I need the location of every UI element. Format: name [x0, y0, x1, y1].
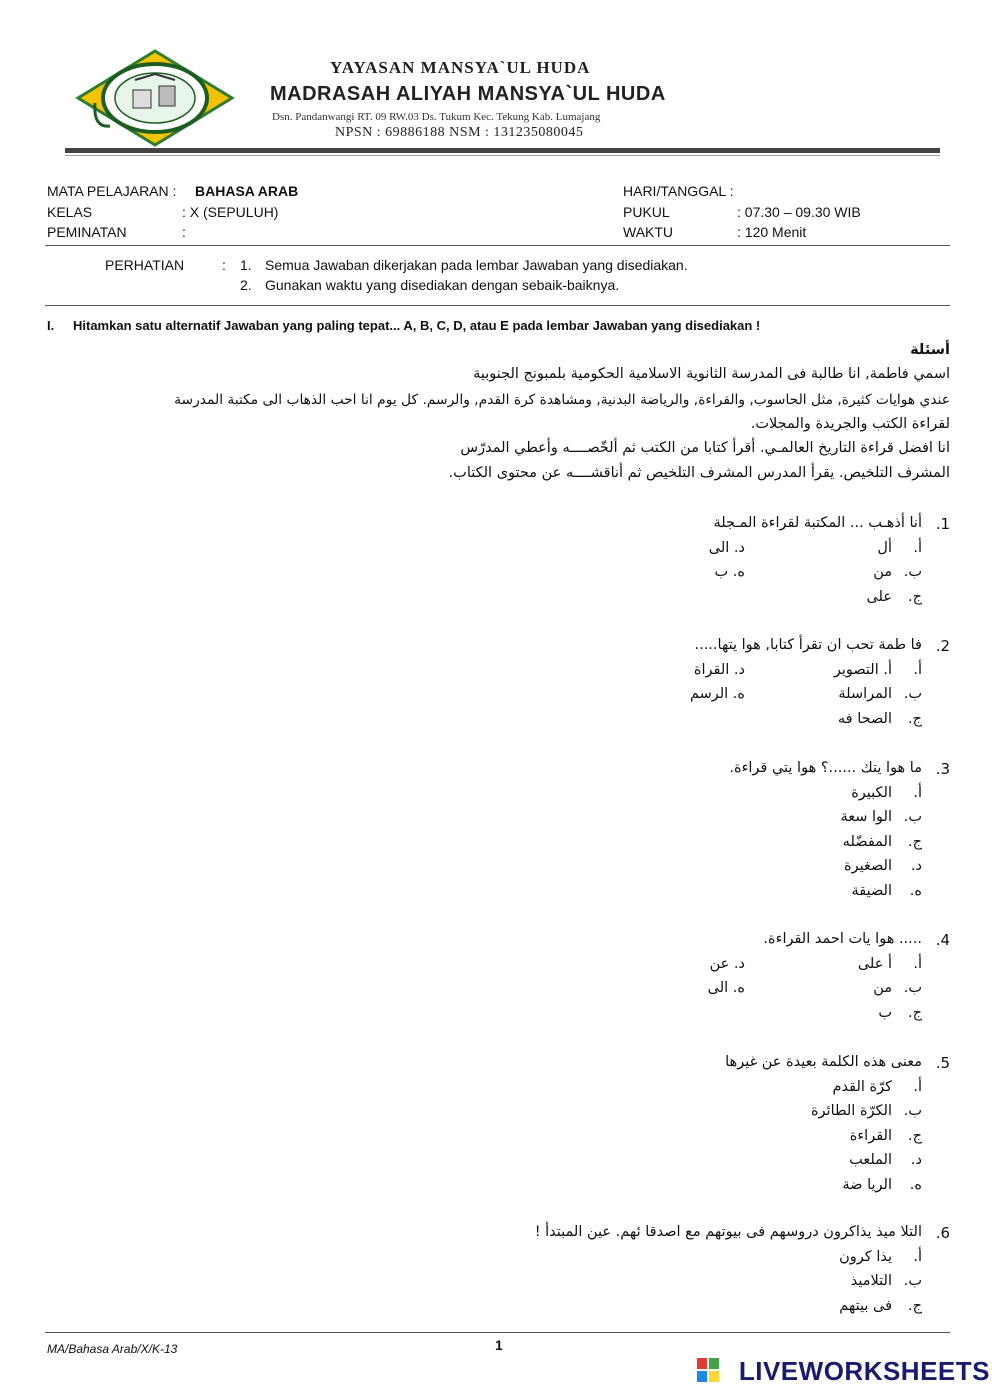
- foundation-name: YAYASAN MANSYA`UL HUDA: [330, 58, 591, 77]
- option-letter: ج.: [908, 710, 922, 727]
- option-letter: ج.: [908, 833, 922, 850]
- subject-label: MATA PELAJARAN :: [47, 183, 177, 199]
- answer-option[interactable]: التلاميذ: [850, 1273, 892, 1289]
- answer-option[interactable]: الصحا فه: [837, 710, 892, 727]
- question-text: معنى هذه الكلمة بعيدة عن غيرها: [725, 1054, 922, 1070]
- answer-option[interactable]: كرّة القدم: [832, 1078, 892, 1095]
- answer-option[interactable]: أل: [877, 539, 892, 556]
- option-letter: أ.: [913, 1078, 922, 1095]
- answer-option-secondary[interactable]: د. عن: [709, 955, 745, 972]
- reading-title: أسئلة: [910, 342, 950, 358]
- answer-option[interactable]: الضيقة: [851, 882, 892, 899]
- answer-option[interactable]: المراسلة: [838, 686, 892, 702]
- option-letter: ه.: [909, 882, 922, 899]
- option-letter: د.: [910, 1152, 922, 1168]
- answer-option[interactable]: القراءة: [849, 1127, 892, 1144]
- option-letter: أ.: [913, 661, 922, 678]
- question-text: فا طمة تحب ان تقرأ كتابا, هوا يتها.....: [694, 637, 922, 653]
- school-address: Dsn. Pandanwangi RT. 09 RW.03 Ds. Tukum Kec. Tekung Kab. Lumajang: [272, 111, 601, 123]
- answer-option[interactable]: الملعب: [849, 1152, 892, 1168]
- question-number: .1: [935, 515, 950, 533]
- attention-label: PERHATIAN: [105, 257, 185, 273]
- question-text: أنا أذهـب ... المكتبة لقراءة المـجلة: [713, 515, 922, 531]
- question-number: .4: [935, 931, 950, 949]
- attention-colon: :: [222, 257, 226, 273]
- option-letter: ج.: [908, 1127, 922, 1144]
- question-text: التلا ميذ يذاكرون دروسهم فى بيوتهم مع اصدقا ئهم. عين المبتدأ !: [534, 1224, 922, 1240]
- footer-code: MA/Bahasa Arab/X/K-13: [47, 1342, 178, 1356]
- major-value: :: [182, 224, 186, 240]
- option-letter: ب.: [903, 980, 922, 996]
- reading-line-5: المشرف التلخيص. يقرأ المدرس المشرف التلخيص ثم أناقشــــه عن محتوى الكتاب.: [448, 465, 950, 481]
- answer-option-secondary[interactable]: ه. الرسم: [689, 686, 745, 702]
- question-number: .6: [935, 1224, 950, 1242]
- reading-line-3: لقراءة الكتب والجريدة والمجلات.: [750, 416, 950, 432]
- answer-option[interactable]: الريا ضة: [842, 1176, 892, 1193]
- option-letter: ج.: [908, 1297, 922, 1314]
- page-number: 1: [495, 1337, 503, 1353]
- reading-line-1: اسمي فاطمة, انا طالبة فى المدرسة الثانوية الاسلامية الحكومية بلمبونج الجنوبية: [473, 366, 950, 382]
- subject-value: BAHASA ARAB: [195, 183, 299, 199]
- option-letter: ج.: [908, 588, 922, 605]
- question-text: ما هوا يتك ......؟ هوا يتي قراءة.: [729, 760, 922, 776]
- answer-option[interactable]: أ. التصوير: [833, 661, 892, 678]
- note-2: Gunakan waktu yang disediakan dengan sebaik-baiknya.: [265, 277, 620, 293]
- answer-option[interactable]: الكرّة الطائرة: [810, 1103, 892, 1119]
- info-divider: [45, 245, 950, 246]
- attention-divider: [45, 305, 950, 306]
- answer-option-secondary[interactable]: د. الى: [708, 539, 745, 556]
- option-letter: ه.: [909, 1176, 922, 1193]
- reading-line-2: عندي هوايات كثيرة, مثل الحاسوب, والقراءة, والرياضة البدنية, ومشاهدة كرة القدم, والرسم. كل يوم انا احب الذهاب الى مكتبة المدرسة: [174, 392, 950, 408]
- school-logo: [75, 48, 235, 148]
- liveworksheets-brand: LIVEWORKSHEETS: [738, 1356, 990, 1386]
- answer-option[interactable]: من: [873, 564, 892, 580]
- question-number: .5: [935, 1054, 950, 1072]
- header-divider-thin: [65, 155, 940, 156]
- answer-option-secondary[interactable]: ه. ب: [714, 564, 745, 580]
- class-label: KELAS: [47, 204, 93, 220]
- option-letter: ب.: [903, 1273, 922, 1289]
- answer-option[interactable]: أ على: [857, 955, 892, 972]
- answer-option[interactable]: الصغيرة: [844, 858, 892, 874]
- answer-option-secondary[interactable]: د. القراة: [693, 661, 745, 678]
- school-name: MADRASAH ALIYAH MANSYA`UL HUDA: [270, 83, 666, 105]
- major-label: PEMINATAN: [47, 224, 127, 240]
- answer-option[interactable]: المفضّله: [842, 833, 892, 850]
- class-value: : X (SEPULUH): [182, 204, 279, 220]
- reading-line-4: انا افضل قراءة التاريخ العالمـي. أقرأ كتابا من الكتب ثم ألخّصــــه وأعطي المدرّس: [460, 440, 950, 456]
- note-2-number: 2.: [240, 277, 252, 293]
- answer-option[interactable]: الوا سعة: [840, 809, 892, 825]
- note-1: Semua Jawaban dikerjakan pada lembar Jawaban yang disediakan.: [265, 257, 688, 273]
- section-number: I.: [47, 318, 55, 333]
- answer-option[interactable]: فى بيتهم: [839, 1297, 892, 1314]
- question-text: ..... هوا يات احمد القراءة.: [763, 931, 922, 947]
- footer-divider: [45, 1332, 950, 1333]
- question-number: .3: [935, 760, 950, 778]
- answer-option-secondary[interactable]: ه. الى: [707, 980, 745, 996]
- school-ids: NPSN : 69886188 NSM : 131235080045: [335, 125, 584, 140]
- note-1-number: 1.: [240, 257, 252, 273]
- section-instruction: Hitamkan satu alternatif Jawaban yang paling tepat... A, B, C, D, atau E pada lembar Jawaban yang disediakan !: [73, 318, 761, 333]
- option-letter: أ.: [913, 955, 922, 972]
- answer-option[interactable]: يذا كرون: [839, 1248, 892, 1265]
- liveworksheets-logo-icon: [697, 1358, 719, 1382]
- day-label: HARI/TANGGAL :: [623, 183, 734, 199]
- duration-label: WAKTU: [623, 224, 674, 240]
- answer-option[interactable]: الكبيرة: [851, 784, 892, 801]
- time-value: : 07.30 – 09.30 WIB: [737, 204, 861, 220]
- option-letter: ب.: [903, 1103, 922, 1119]
- option-letter: د.: [910, 858, 922, 874]
- header-divider: [65, 148, 940, 153]
- time-label: PUKUL: [623, 204, 670, 220]
- option-letter: ب.: [903, 686, 922, 702]
- answer-option[interactable]: من: [873, 980, 892, 996]
- answer-option[interactable]: ب: [878, 1004, 892, 1021]
- answer-option[interactable]: على: [866, 588, 892, 605]
- option-letter: أ.: [913, 784, 922, 801]
- duration-value: : 120 Menit: [737, 224, 807, 240]
- option-letter: أ.: [913, 1248, 922, 1265]
- option-letter: أ.: [913, 539, 922, 556]
- option-letter: ج.: [908, 1004, 922, 1021]
- question-number: .2: [935, 637, 950, 655]
- option-letter: ب.: [903, 564, 922, 580]
- option-letter: ب.: [903, 809, 922, 825]
